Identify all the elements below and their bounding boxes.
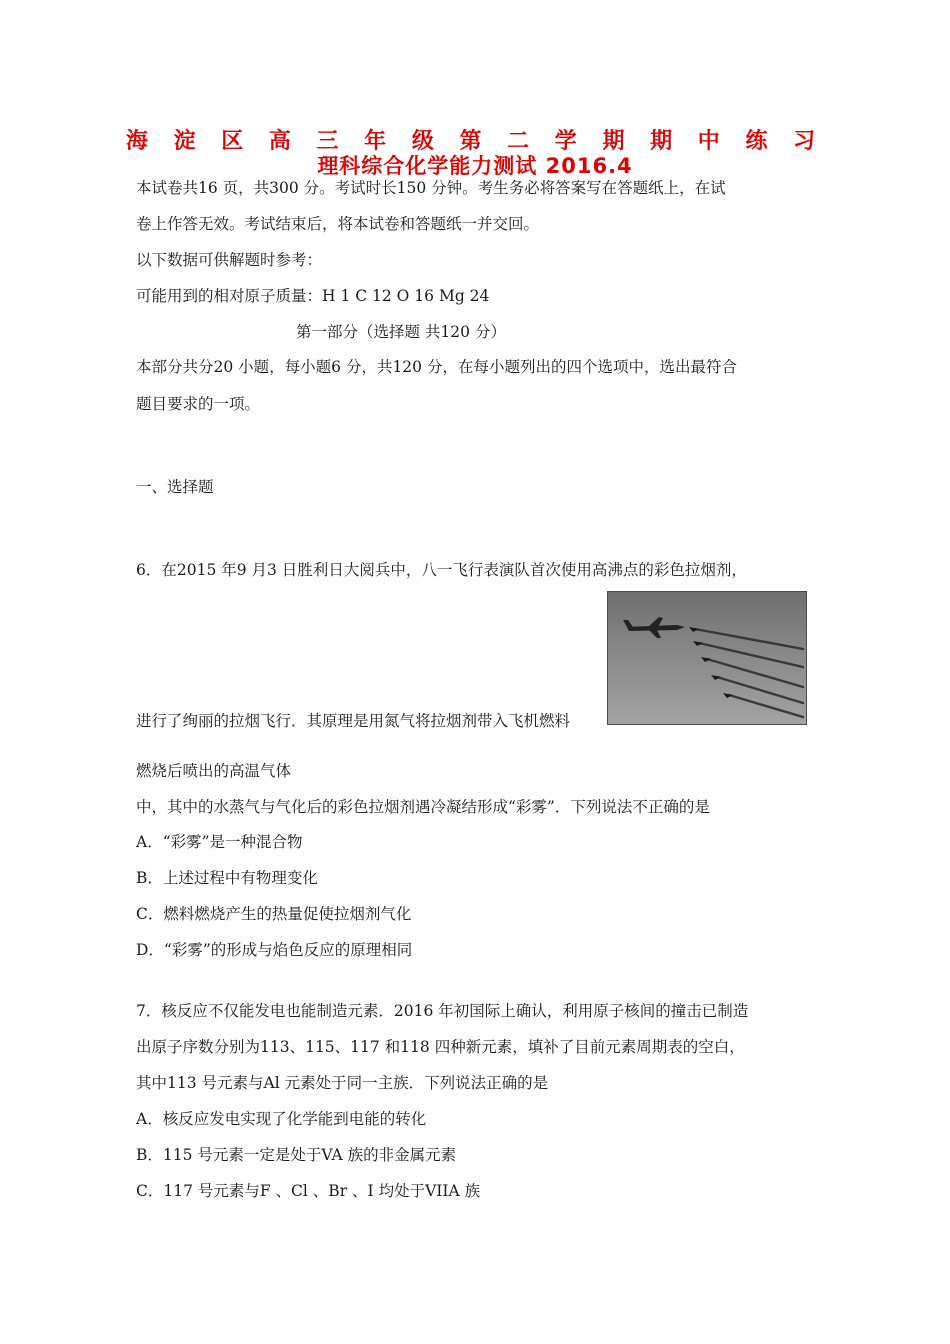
part-one-description-1: 本部分共分20 小题，每小题6 分，共120 分，在每小题列出的四个选项中，选出最符合 bbox=[136, 358, 737, 376]
part-one-description-2: 题目要求的一项。 bbox=[136, 395, 261, 413]
q7-stem-1: 7．核反应不仅能发电也能制造元素．2016 年初国际上确认，利用原子核间的撞击已制造 bbox=[136, 1002, 749, 1020]
airshow-photo bbox=[607, 591, 807, 725]
intro-line-2: 卷上作答无效。考试结束后，将本试卷和答题纸一并交回。 bbox=[136, 215, 540, 233]
part-one-heading: 第一部分（选择题 共120 分） bbox=[296, 323, 506, 341]
q6-option-a: A．“彩雾”是一种混合物 bbox=[136, 833, 303, 851]
q6-stem-2: 进行了绚丽的拉烟飞行．其原理是用氮气将拉烟剂带入飞机燃料 bbox=[136, 712, 571, 730]
exam-subtitle: 理科综合化学能力测试 2016.4 bbox=[317, 154, 633, 178]
atomic-mass-line: 可能用到的相对原子质量：H 1 C 12 O 16 Mg 24 bbox=[136, 287, 490, 305]
q7-stem-2: 出原子序数分别为113、115、117 和118 四种新元素，填补了目前元素周期表的空白， bbox=[136, 1038, 745, 1056]
q7-option-c: C．117 号元素与F 、Cl 、Br 、I 均处于VIIA 族 bbox=[136, 1182, 481, 1200]
q7-stem-3: 其中113 号元素与Al 元素处于同一主族．下列说法正确的是 bbox=[136, 1074, 549, 1092]
exam-title: 海 淀 区 高 三 年 级 第 二 学 期 期 中 练 习 bbox=[125, 129, 825, 154]
q6-stem-4: 中，其中的水蒸气与气化后的彩色拉烟剂遇冷凝结形成“彩雾”．下列说法不正确的是 bbox=[136, 798, 710, 816]
reference-note: 以下数据可供解题时参考： bbox=[136, 251, 323, 269]
section-heading: 一、选择题 bbox=[136, 478, 214, 496]
q6-option-b: B．上述过程中有物理变化 bbox=[136, 869, 318, 887]
q6-stem-3: 燃烧后喷出的高温气体 bbox=[136, 762, 292, 780]
q6-option-d: D．“彩雾”的形成与焰色反应的原理相同 bbox=[136, 941, 413, 959]
q7-option-b: B．115 号元素一定是处于VA 族的非金属元素 bbox=[136, 1146, 457, 1164]
q7-option-a: A．核反应发电实现了化学能到电能的转化 bbox=[136, 1110, 427, 1128]
q6-stem-1: 6．在2015 年9 月3 日胜利日大阅兵中，八一飞行表演队首次使用高沸点的彩色拉烟剂， bbox=[136, 561, 747, 579]
intro-line-1: 本试卷共16 页，共300 分。考试时长150 分钟。考生务必将答案写在答题纸上，在试 bbox=[136, 179, 726, 197]
q6-option-c: C．燃料燃烧产生的热量促使拉烟剂气化 bbox=[136, 905, 412, 923]
